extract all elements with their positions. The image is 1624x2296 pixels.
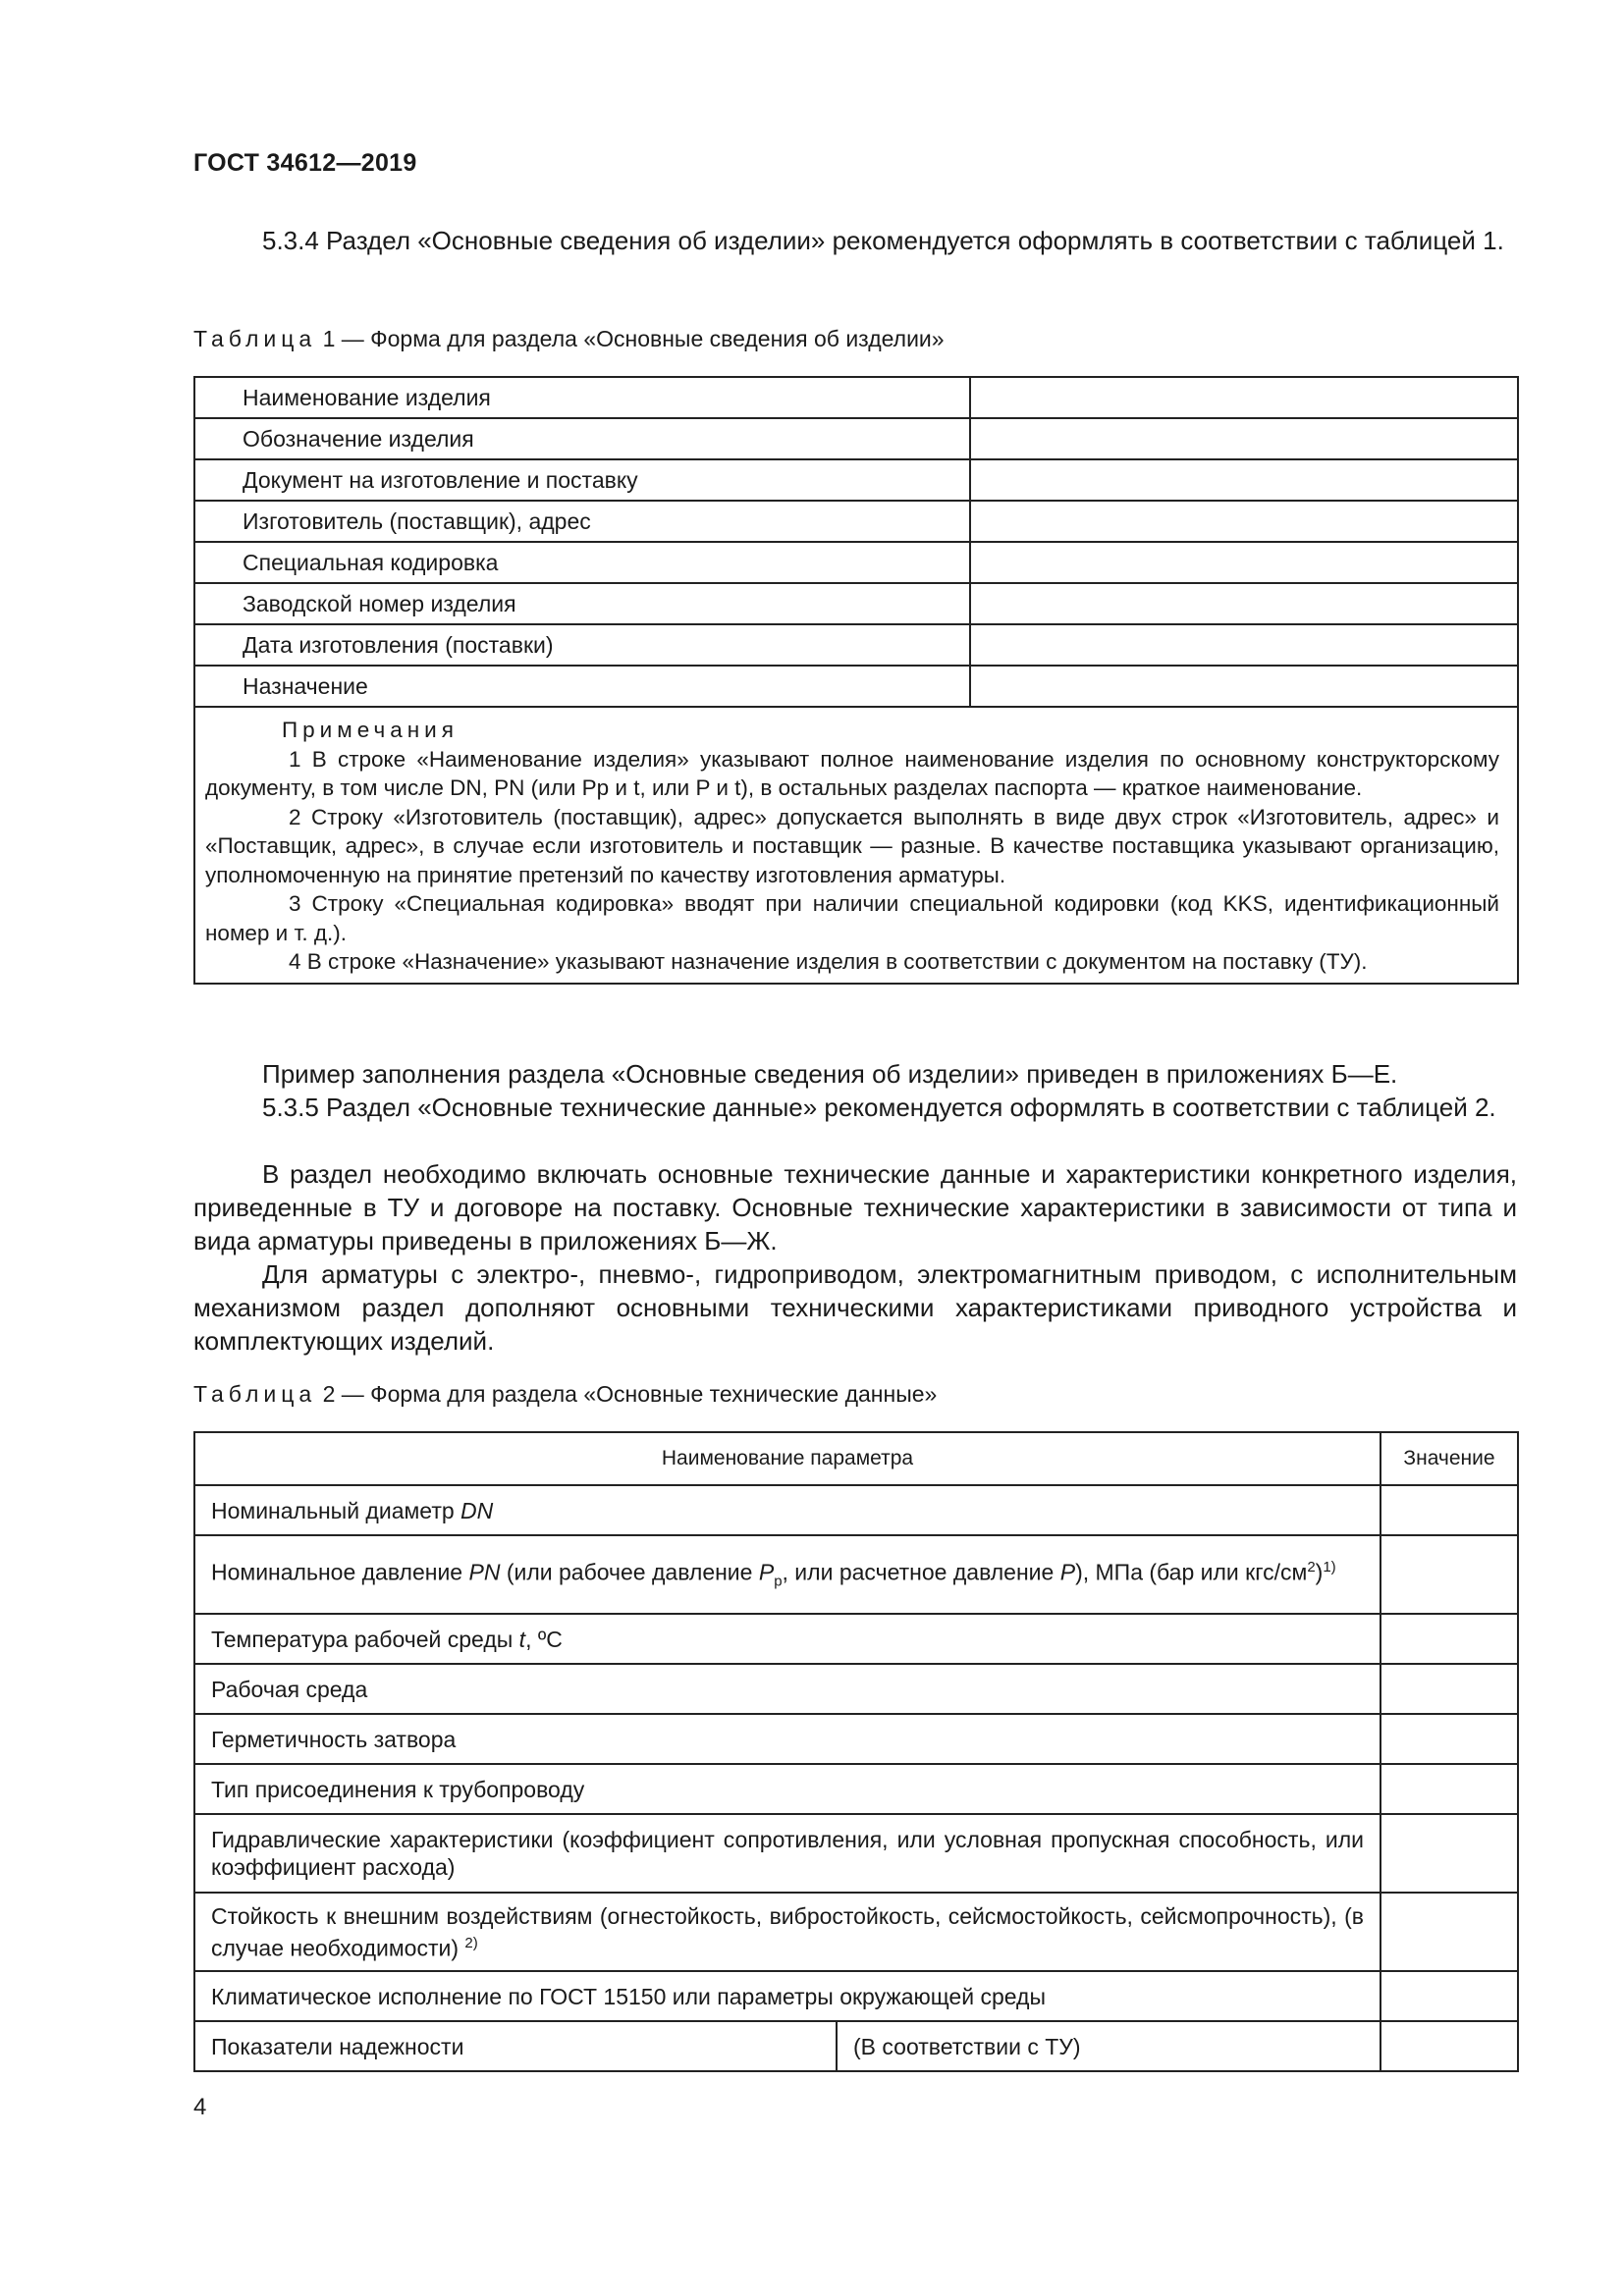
note-3: 3 Строку «Специальная кодировка» вводят при наличии специальной кодировки (код KKS, идентификационный номер и т. д.). xyxy=(205,891,1499,945)
value-cell xyxy=(1380,1764,1518,1814)
row-value xyxy=(970,624,1518,666)
row-label: Обозначение изделия xyxy=(194,418,970,459)
note-2: 2 Строку «Изготовитель (поставщик), адрес» допускается выполнять в виде двух строк «Изготовитель, адрес» и «Поставщик, адрес», в случае если изготовитель и поставщик — разные. В качестве поставщика указывают организацию, уполномоченную на принятие претензий по качеству изготовления арматуры. xyxy=(205,804,1499,887)
value-cell xyxy=(1380,1893,1518,1971)
param-cell: Номинальное давление PN (или рабочее давление $P_р$, или расчетное давление P), МПа (бар или кгс/$см^2)^{1)}$ xyxy=(194,1535,1380,1614)
row-value xyxy=(970,583,1518,624)
paragraph-tech-data: В раздел необходимо включать основные технические данные и характеристики конкретного изделия, приведенные в ТУ и договоре на поставку. Основные технические характеристики в зависимости от типа и вида арматуры приведены в приложениях Б—Ж. xyxy=(193,1159,1517,1255)
table-row xyxy=(194,501,1518,542)
note-4: 4 В строке «Назначение» указывают назначение изделия в соответствии с документом на поставку (ТУ). xyxy=(289,949,1368,974)
value-cell xyxy=(1380,1814,1518,1893)
param-note-cell: (В соответствии с ТУ) xyxy=(837,2021,1380,2071)
table-row xyxy=(194,1485,1518,1535)
table-row xyxy=(194,1535,1518,1614)
table1-notes xyxy=(194,707,1518,984)
param-cell: Климатическое исполнение по ГОСТ 15150 или параметры окружающей среды xyxy=(194,1971,1380,2021)
row-label: Изготовитель (поставщик), адрес xyxy=(194,501,970,542)
value-cell xyxy=(1380,1971,1518,2021)
param-cell: Гидравлические характеристики (коэффициент сопротивления, или условная пропускная способность, или коэффициент расхода) xyxy=(194,1814,1380,1893)
page-number: 4 xyxy=(193,2094,207,2120)
table-row xyxy=(194,418,1518,459)
param-cell: Герметичность затвора xyxy=(194,1714,1380,1764)
row-value xyxy=(970,666,1518,707)
row-label: Заводской номер изделия xyxy=(194,583,970,624)
row-label: Назначение xyxy=(194,666,970,707)
row-label: Специальная кодировка xyxy=(194,542,970,583)
row-label: Дата изготовления (поставки) xyxy=(194,624,970,666)
row-value xyxy=(970,377,1518,418)
row-value xyxy=(970,459,1518,501)
table-row xyxy=(194,459,1518,501)
table-row xyxy=(194,1814,1518,1893)
value-cell xyxy=(1380,1664,1518,1714)
footnote-2-marker: 2) xyxy=(464,1934,478,1951)
paragraph-example: Пример заполнения раздела «Основные сведения об изделии» приведен в приложениях Б—Е. xyxy=(262,1059,1398,1089)
table-row xyxy=(194,1614,1518,1664)
table-row xyxy=(194,377,1518,418)
table-row xyxy=(194,1764,1518,1814)
param-cell: Показатели надежности xyxy=(194,2021,837,2071)
value-cell xyxy=(1380,1535,1518,1614)
table2-technical-data xyxy=(193,1431,1519,2072)
row-value xyxy=(970,501,1518,542)
table-row xyxy=(194,583,1518,624)
footnote-1-marker: 1) xyxy=(1323,1558,1336,1575)
table2-header-row xyxy=(194,1432,1518,1485)
table-row xyxy=(194,1714,1518,1764)
table1-caption xyxy=(193,326,945,352)
value-cell xyxy=(1380,1714,1518,1764)
table2-caption-text: 2 — Форма для раздела «Основные технические данные» xyxy=(322,1381,938,1407)
row-label: Документ на изготовление и поставку xyxy=(194,459,970,501)
table-row xyxy=(194,1893,1518,1971)
row-value xyxy=(970,418,1518,459)
paragraph-5-3-5: 5.3.5 Раздел «Основные технические данные» рекомендуется оформлять в соответствии с таблицей 2. xyxy=(262,1093,1496,1122)
column-header-parameter: Наименование параметра xyxy=(194,1432,1380,1485)
value-cell xyxy=(1380,2021,1518,2071)
param-cell: Номинальный диаметр DN xyxy=(194,1485,1380,1535)
table1-caption-word: Таблица xyxy=(193,326,317,351)
row-label: Наименование изделия xyxy=(194,377,970,418)
standard-header: ГОСТ 34612—2019 xyxy=(193,149,417,177)
table-row xyxy=(194,1971,1518,2021)
table-row xyxy=(194,542,1518,583)
value-cell xyxy=(1380,1614,1518,1664)
paragraph-actuators: Для арматуры с электро-, пневмо-, гидроприводом, электромагнитным приводом, с исполнительным механизмом раздел дополняют основными техническими характеристиками приводного устройства и комплектующих изделий. xyxy=(193,1259,1517,1356)
table-row xyxy=(194,666,1518,707)
column-header-value: Значение xyxy=(1380,1432,1518,1485)
param-cell: Стойкость к внешним воздействиям (огнестойкость, вибростойкость, сейсмостойкость, сейсмопрочность), (в случае необходимости) $^{2)}$ xyxy=(194,1893,1380,1971)
notes-title: Примечания xyxy=(282,718,459,742)
table2-caption xyxy=(193,1381,937,1408)
param-cell: Тип присоединения к трубопроводу xyxy=(194,1764,1380,1814)
table-row xyxy=(194,624,1518,666)
paragraph-5-3-4: 5.3.4 Раздел «Основные сведения об изделии» рекомендуется оформлять в соответствии с таблицей 1. xyxy=(262,226,1504,255)
table1-caption-text: 1 — Форма для раздела «Основные сведения об изделии» xyxy=(322,326,945,351)
table1-notes-row xyxy=(194,707,1518,984)
table2-caption-word: Таблица xyxy=(193,1381,317,1407)
table-row xyxy=(194,2021,1518,2071)
note-1: 1 В строке «Наименование изделия» указывают полное наименование изделия по основному конструкторскому документу, в том числе DN, PN (или Pp и t, или P и t), в остальных разделах паспорта — краткое наименование. xyxy=(205,746,1499,800)
row-value xyxy=(970,542,1518,583)
table1-basic-info xyxy=(193,376,1519,985)
param-cell: Температура рабочей среды t, ºС xyxy=(194,1614,1380,1664)
param-cell: Рабочая среда xyxy=(194,1664,1380,1714)
table-row xyxy=(194,1664,1518,1714)
value-cell xyxy=(1380,1485,1518,1535)
